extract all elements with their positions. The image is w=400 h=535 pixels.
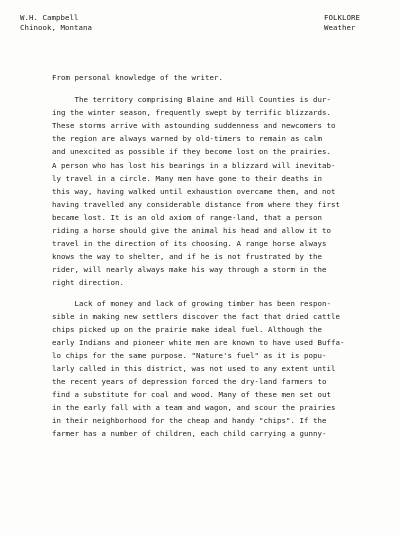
text-line: the region are always warned by old-timers to remain as calm xyxy=(52,134,322,144)
text-line: find a substitute for coal and wood. Many of these men set out xyxy=(52,390,331,400)
text-line: right direction. xyxy=(52,278,124,288)
category-block xyxy=(324,13,360,33)
author-name: W.H. Campbell xyxy=(20,13,79,22)
text-line: larly called in this district, was not used to any extent until xyxy=(52,363,336,373)
text-line: Lack of money and lack of growing timber has been respon- xyxy=(52,298,331,308)
paragraph xyxy=(52,93,397,289)
text-line: chips picked up on the prairie make ideal fuel. Although the xyxy=(52,324,322,334)
subject-label: Weather xyxy=(324,23,356,32)
text-line: sible in making new settlers discover the fact that dried cattle xyxy=(52,311,340,321)
text-line: became lost. It is an old axiom of range-land, that a person xyxy=(52,212,322,222)
text-line: These storms arrive with astounding suddenness and newcomers to xyxy=(52,121,336,131)
author-block xyxy=(20,13,92,33)
text-line: A person who has lost his bearings in a blizzard will inevitab- xyxy=(52,160,336,170)
text-line: knows the way to shelter, and if he is not frustrated by the xyxy=(52,252,322,262)
source-note: From personal knowledge of the writer. xyxy=(52,73,223,82)
category-label: FOLKLORE xyxy=(324,13,360,22)
text-line: having travelled any considerable distance from where they first xyxy=(52,199,340,209)
text-line: riding a horse should give the animal his head and allow it to xyxy=(52,226,331,236)
text-line: lo chips for the same purpose. "Nature's fuel" as it is popu- xyxy=(52,350,327,360)
text-line: early Indians and pioneer white men are known to have used Buffa- xyxy=(52,337,345,347)
text-line: ing the winter season, frequently swept by terrific blizzards. xyxy=(52,108,331,118)
author-location: Chinook, Montana xyxy=(20,23,92,32)
text-line: in the early fall with a team and wagon, and scour the prairies xyxy=(52,403,336,413)
text-line: in their neighborhood for the cheap and handy "chips". If the xyxy=(52,416,327,426)
paragraph xyxy=(52,297,397,441)
text-line: this way, having walked until exhaustion overcame them, and not xyxy=(52,186,336,196)
document-body xyxy=(52,71,397,441)
text-line: ly travel in a circle. Many men have gone to their deaths in xyxy=(52,173,322,183)
text-line: rider, will nearly always make his way through a storm in the xyxy=(52,265,327,275)
text-line: the recent years of depression forced the dry-land farmers to xyxy=(52,377,327,387)
text-line: and unexcited as possible if they become lost on the prairies. xyxy=(52,147,331,157)
text-line: travel in the direction of its choosing. A range horse always xyxy=(52,239,327,249)
text-line: The territory comprising Blaine and Hill Counties is dur- xyxy=(52,95,331,105)
text-line: farmer has a number of children, each child carrying a gunny- xyxy=(52,429,327,439)
